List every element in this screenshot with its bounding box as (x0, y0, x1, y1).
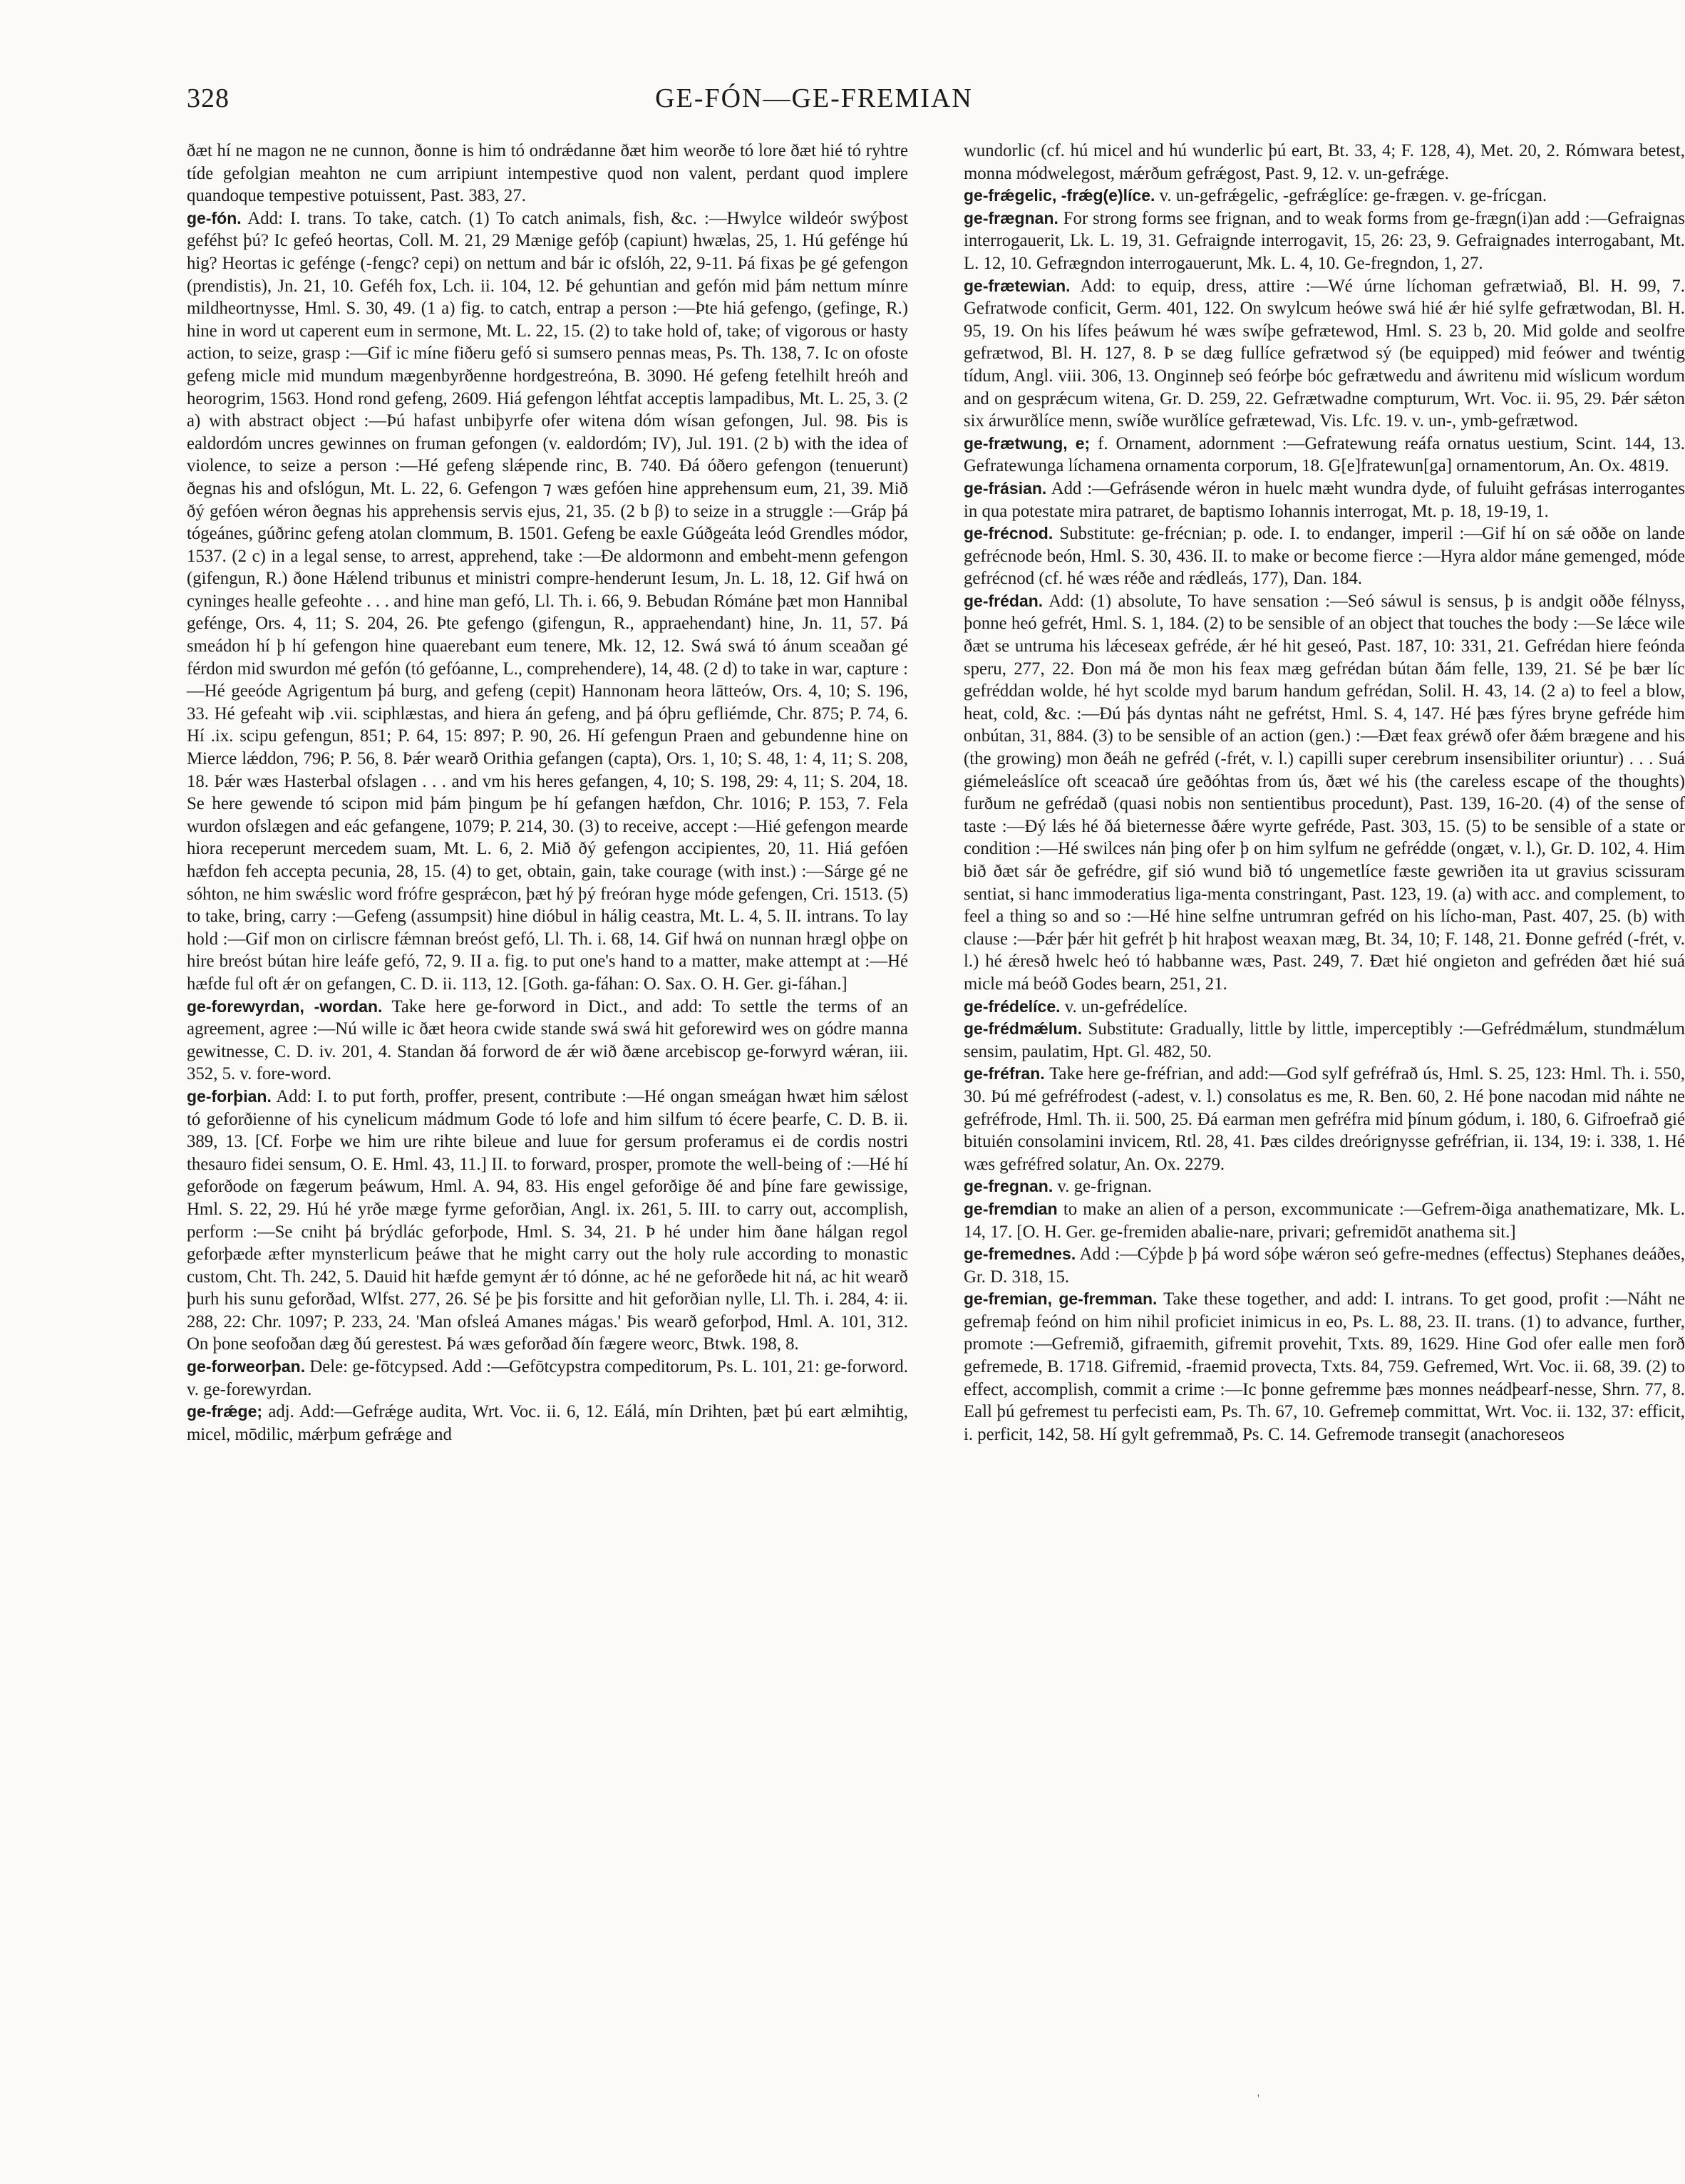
entry-headword: ge-frætwung, e; (964, 433, 1091, 453)
entry-headword: ge-fremednes. (964, 1245, 1076, 1264)
dictionary-entry (964, 996, 1685, 1019)
entry-headword: ge-fregnan. (964, 1177, 1053, 1196)
dictionary-entry (964, 185, 1685, 207)
entry-text: v. un-gefrǽgelic, -gefrǽglíce: ge-frægen. v. ge-frícgan. (1155, 186, 1547, 206)
entry-headword: ge-frǽge; (187, 1402, 263, 1421)
entry-headword: ge-frédelíce. (964, 996, 1061, 1016)
dictionary-entry (187, 140, 908, 207)
entry-text: Take here ge-fréfrian, and add:—God sylf gefréfrað ús, Hml. S. 25, 123: Hml. Th. i. 550, 30. Þú mé gefréfrodest (-adest, v. l.) consolatus es me, R. Ben. 60, 2. Hé þone nacodan mid náhte ne gefréfrode, Hml. Th. ii. 500, 25. Ðá earman men gefréfra mid þínum gódum, i. 180, 6. Gifroefrað gié bituién consolamini invicem, Rtl. 28, 41. Þæs cildes dreórignysse gefréfrian, ii. 134, 19: i. 338, 1. Hé wæs gefréfred solatur, An. Ox. 2279. (964, 1064, 1685, 1174)
page-speck: ' (1257, 2093, 1259, 2105)
entry-headword: ge-frægnan. (964, 208, 1058, 227)
entry-headword: ge-fremdian (964, 1199, 1058, 1218)
left-column (187, 140, 908, 2150)
dictionary-entry (187, 1401, 908, 1446)
entry-text: For strong forms see frignan, and to weak forms from ge-frægn(i)an add :—Gefraignas interrogauerit, Lk. L. 19, 31. Gefraignde interrogavit, 15, 26: 23, 9. Gefraignades interrogabant, Mt. L. 12, 10. Gefrægndon interrogauerunt, Mk. L. 4, 10. Ge-fregndon, 1, 27. (964, 208, 1685, 273)
entry-text: v. un-gefrédelíce. (1060, 996, 1188, 1016)
entry-headword: ge-frásian. (964, 478, 1047, 498)
entry-text: wundorlic (cf. hú micel and hú wunderlic þú eart, Bt. 33, 4; F. 128, 4), Met. 20, 2. Rómwara betest, monna módwelegost, mǽrðum gefrǽgost, Past. 9, 12. v. un-gefrǽge. (964, 141, 1685, 183)
entry-text: Substitute: ge-frécnian; p. ode. I. to endanger, imperil :—Gif hí on sǽ oððe on lande gefrécnode beón, Hml. S. 30, 436. II. to make or become fierce :—Hyra aldor máne gemenged, móde gefrécnod (cf. hé wæs réðe and rǽdleás, 177), Dan. 184. (964, 524, 1685, 589)
dictionary-entry (964, 1288, 1685, 1446)
dictionary-entry (964, 1175, 1685, 1198)
running-title: GE-FÓN—GE-FREMIAN (655, 83, 973, 113)
dictionary-entry (964, 1198, 1685, 1243)
entry-text: Add :—Cýþde þ þá word sóþe wǽron seó gefre-mednes (effectus) Stephanes deáðes, Gr. D. 318, 15. (964, 1245, 1685, 1287)
entry-text: f. Ornament, adornment :—Gefratewung reáfa ornatus uestium, Scint. 144, 13. Gefratewunga líchamena ornamenta corporum, 18. G[e]fratewun[ga] ornamentorum, An. Ox. 4819. (964, 433, 1685, 476)
dictionary-entry (964, 1018, 1685, 1063)
entry-text: Dele: ge-fōtcypsed. Add :—Gefōtcypstra compeditorum, Ps. L. 101, 21: ge-forword. v. ge-forewyrdan. (187, 1357, 908, 1399)
entry-headword: ge-fremian, ge-fremman. (964, 1289, 1158, 1309)
entry-text: to make an alien of a person, excommunicate :—Gefrem-ðiga anathematizare, Mk. L. 14, 17. [O. H. Ger. ge-fremiden abalie-nare, privari; gefremidōt anathema sit.] (964, 1199, 1685, 1242)
dictionary-entry (187, 1086, 908, 1356)
entry-text: ðæt hí ne magon ne ne cunnon, ðonne is him tó ondrǽdanne ðæt him weorðe tó lore ðæt hié tó ryhtre tíde gefolgian meahton ne cum arripiunt intempestive quod non valent, perdant quod implere quandoque tempestive potuissent, Past. 383, 27. (187, 141, 908, 206)
entry-headword: ge-frǽgelic, -frǽg(e)líce. (964, 186, 1155, 205)
entry-headword: ge-frédan. (964, 591, 1044, 610)
dictionary-entry (187, 996, 908, 1086)
entry-headword: ge-frécnod. (964, 524, 1053, 543)
entry-headword: ge-frætewian. (964, 276, 1071, 295)
entry-text: Add: I. to put forth, proffer, present, contribute :—Hé ongan smeágan hwæt him sǽlost tó geforðienne of his cynelicum mádmum Gode tó lofe and him silfum tó écere þearfe, C. D. B. ii. 389, 13. [Cf. Forþe we him ure rihte bileue and luue for gersum proferamus ei de cordis nostri thesauro fidei sensum, O. E. Hml. 43, 11.] II. to forward, prosper, promote the well-being of :—Hé hí geforðode on fægerum þeáwum, Hml. A. 94, 83. His engel geforðige ðé and þíne fare gewissige, Hml. S. 22, 29. Hú hé yrðe mæge fyrme geforðian, Angl. ix. 261, 5. III. to carry out, accomplish, perform :—Se cniht þá brýdlác geforþode, Hml. S. 34, 21. Þ hé under him ðane hálgan regol geforþæde æfter mynsterlicum þeáwe that he might carry out the holy rule according to monastic custom, Cht. Th. 242, 5. Dauid hit hæfde gemynt ǽr tó dónne, ac hé ne geforðede hit ná, ac hit wearð þurh his sunu geforðad, Wlfst. 277, 26. Sé þe þis forsitte and hit geforðian nylle, Ll. Th. i. 284, 4: ii. 288, 22: Chr. 1097; P. 233, 24. 'Man ofsleá Amanes mágas.' Þis wearð geforþod, Hml. A. 101, 312. On þone seofoðan dæg ðú gerestest. Þá wæs geforðad ðín fægere weorc, Btwk. 198, 8. (187, 1086, 908, 1354)
entry-headword: ge-forþian. (187, 1086, 272, 1106)
dictionary-entry (964, 433, 1685, 478)
entry-headword: ge-fón. (187, 208, 242, 227)
entry-headword: ge-frédmǽlum. (964, 1019, 1083, 1039)
entry-text: adj. Add:—Gefrǽge audita, Wrt. Voc. ii. 6, 12. Eálá, mín Drihten, þæt þú eart ælmihtig, micel, mōdilic, mǽrþum gefrǽge and (187, 1402, 908, 1444)
entry-text: Add :—Gefrásende wéron in huelc mæht wundra dyde, of fuluiht gefrásas interrogantes in qua potestate mira patraret, de baptismo Iohannis interrogat, Mt. p. 18, 19-19, 1. (964, 478, 1685, 521)
dictionary-entry (964, 1243, 1685, 1288)
entry-text: Take these together, and add: I. intrans. To get good, profit :—Náht ne gefremaþ feónd on him nihil proficiet inimicus in eo, Ps. L. 88, 23. II. trans. (1) to advance, further, promote :—Gefremið, gifraemith, gifremit provehit, Txts. 89, 1629. Hine God ofer ealle men forð gefremede, B. 1718. Gifremid, -fraemid provecta, Txts. 84, 759. Gefremed, Wrt. Voc. ii. 68, 39. (2) to effect, accomplish, commit a crime :—Ic þonne gefremme þæs monnes neádþearf-nesse, Shrn. 77, 8. Eall þú gefremest tu perfecisti eam, Ps. Th. 67, 10. Gefremeþ committat, Wrt. Voc. ii. 132, 37: efficit, i. perficit, 142, 58. Hí gylt gefremmað, Ps. C. 14. Gefremode transegit (anachoreseos (964, 1289, 1685, 1444)
dictionary-entry (964, 275, 1685, 433)
dictionary-entry (187, 207, 908, 996)
dictionary-entry (964, 207, 1685, 275)
dictionary-entry (964, 522, 1685, 590)
dictionary-entry (964, 478, 1685, 522)
entry-headword: ge-fréfran. (964, 1064, 1045, 1083)
entry-text: Add: to equip, dress, attire :—Wé úrne líchoman gefrætwiað, Bl. H. 99, 7. Gefratwode conficit, Germ. 401, 122. On swylcum heówe swá hié ǽr hié sylfe gefrætwodan, Bl. H. 95, 19. On his lífes þeáwum hé wæs swíþe gefrætewod, Hml. S. 23 b, 20. Mid golde and seolfre gefrætwod, Bl. H. 127, 8. Þ se dæg fullíce gefrætwod sý (be equipped) mid feówer and twéntig tídum, Angl. viii. 306, 13. Onginneþ seó feórþe bóc gefrætwedu and áwritenu mid wíslicum wordum and on gesprǽcum witena, Gr. D. 259, 22. Gefrætwadne compturum, Wrt. Voc. ii. 95, 29. Þǽr sǽton six árwurðlíce menn, swíðe wurðlíce gefrætewad, Vis. Lfc. 19. v. un-, ymb-gefrætwod. (964, 276, 1685, 431)
entry-text: Add: (1) absolute, To have sensation :—Seó sáwul is sensus, þ is andgit oððe félnyss, þonne heó gefrét, Hml. S. 1, 184. (2) to be sensible of an object that touches the body :—Se lǽce wile ðæt se untruma his lǽceseax gefréde, ǽr hé hit geseó, Past. 187, 10: 331, 21. Gefrédan hiere feónda speru, 277, 22. Ðon má ðe mon his feax mæg gefrédan bútan ðám felle, 139, 21. Sé þe bær líc gefréddan wolde, hé hyt scolde myd barum handum gefrédan, Solil. H. 43, 14. (2 a) to feel a blow, heat, cold, &c. :—Ðú þás dyntas náht ne gefrétst, Hml. S. 4, 147. Hé þæs fýres bryne gefréde him onbútan, 31, 884. (3) to be sensible of an action (gen.) :—Ðæt feax gréwð ofer ðǽm brægene and his (the growing) mon ðeáh ne gefréd (-frét, v. l.) capilli super cerebrum insensibiliter oriuntur) . . . Suá giémeleáslíce oft sceacað úre geðóhtas from ús, ðæt wé his (the careless escape of the thoughts) furðum ne gefrédað (quasi nobis non sentientibus procedunt), Past. 139, 16-20. (4) of the sense of taste :—Ðý lǽs hé ðá bieternesse ðǽre wyrte gefréde, Past. 303, 15. (5) to be sensible of a state or condition :—Hé swilces nán þing ofer þ on him sylfum ne gefrédde (ongæt, v. l.), Gr. D. 102, 4. Him bið ðæt sár ðe gefrédre, gif sió wund bið tó ungemetlíce fæste gewriðen ita ut gravius scissuram sentiat, si hanc immoderatius liga-menta constringant, Past. 123, 19. (a) with acc. and complement, to feel a thing so and so :—Hé hine selfne untrumran gefréd on his lícho-man, Past. 407, 25. (b) with clause :—Þǽr þǽr hit gefrét þ hit hraþost weaxan mæg, Bt. 34, 10; F. 148, 21. Ðonne gefréd (-frét, v. l.) hé ǽresð hwelc heó tó habbanne wæs, Past. 249, 7. Ðæt hié ongieton and gefréden ðæt hié suá micle má beóð Godes bearn, 251, 21. (964, 591, 1685, 994)
entry-text: Take here ge-forword in Dict., and add: To settle the terms of an agreement, agree :—Nú wille ic ðæt heora cwide stande swá swá hit geforewird wes on gódre manna gewitnesse, C. D. iv. 201, 4. Standan ðá forword de ǽr wið ðæne arcebiscop ge-forwyrd wǽran, iii. 352, 5. v. fore-word. (187, 996, 908, 1084)
entry-text: Add: I. trans. To take, catch. (1) To catch animals, fish, &c. :—Hwylce wildeór swýþost geféhst þú? Ic gefeó heortas, Coll. M. 21, 29 Mænige gefóþ (capiunt) hwælas, 25, 1. Hú gefénge hú hig? Heortas ic gefénge (-fengc? cepi) on nettum and bár ic ofslóh, 22, 9-11. Þá fixas þe gé gefengon (prendistis), Jn. 21, 10. Geféh fox, Lch. ii. 104, 12. Þé gehuntian and gefón mid þám nettum mínre mildheortnysse, Hml. S. 30, 49. (1 a) fig. to catch, entrap a person :—Þte hiá gefengo, (gefinge, R.) hine in word ut caperent eum in sermone, Mt. L. 22, 15. (2) to take hold of, take; of vigorous or hasty action, to seize, grasp :—Gif ic míne fiðeru gefó si sumsero pennas meas, Ps. Th. 138, 7. Ic on ofoste gefeng micle mid mundum mægenbyrðenne hordgestreóna, B. 3090. Hé gefeng fetelhilt hreóh and heorogrim, 1563. Hond rond gefeng, 2609. Hiá gefengon léhtfat acceptis lampadibus, Mt. L. 25, 3. (2 a) with abstract object :—Þú hafast unbiþyrfe ofer witena dóm wísan gefongen, Jul. 98. Þis is ealdordóm uncres gewinnes on fruman gefongen (v. ealdordóm; IV), Jul. 191. (2 b) with the idea of violence, to seize a person :—Hé gefeng slǽpende rinc, B. 740. Ðá óðero gefengon (tenuerunt) ðegnas his and ofslógun, Mt. L. 22, 6. Gefengon ⁊ wæs gefóen hine apprehensum eum, 21, 39. Mið ðý gefóen wéron ðegnas his apprehensis servis ejus, 21, 35. (2 b β) to seize in a struggle :—Gráp þá tógeánes, gúðrinc gefeng atolan clommum, B. 1501. Gefeng be eaxle Gúðgeáta leód Grendles módor, 1537. (2 c) in a legal sense, to arrest, apprehend, take :—Ðe aldormonn and embeht-menn gefengon (gifengun, R.) ðone Hǽlend tribunus et ministri compre-henderunt Iesum, Jn. L. 18, 12. Gif hwá on cyninges healle gefeohte . . . and hine man gefó, Ll. Th. i. 66, 9. Bebudan Rómáne þæt mon Hannibal gefénge, Ors. 4, 11; S. 204, 26. Þte gefengo (gifengun, R., appraehendant) hine, Jn. 11, 57. Þá smeádon hí þ hí gefengon hine quaerebant eum tenere, Mk. 12, 12. Swá swá tó ánum sceaðan gé férdon mid swurdon mé gefón (tó gefóanne, L., comprehendere), 14, 48. (2 d) to take in war, capture :—Hé geeóde Agrigentum þá burg, and gefeng (cepit) Hannonam heora lātteów, Ors. 4, 10; S. 196, 33. Hé gefeaht wiþ .vii. sciphlæstas, and hiera án gefeng, and þá óþru gefliémde, Chr. 875; P. 74, 6. Hí .ix. scipu gefengun, 851; P. 64, 15: 897; P. 90, 26. Hí gefengun Praen and gebundenne hine on Mierce lǽddon, 796; P. 56, 8. Þǽr wearð Orithia gefangen (capta), Ors. 1, 10; S. 48, 1: 4, 11; S. 208, 18. Þǽr wæs Hasterbal ofslagen . . . and vm his heres gefangen, 4, 10; S. 198, 29: 4, 11; S. 204, 18. Se here gewende tó scipon mid þám þingum þe hí gefangen hæfdon, Chr. 1016; P. 153, 7. Fela wurdon ofslægen and eác gefangene, 1079; P. 214, 30. (3) to receive, accept :—Hié gefengon mearde hiora receperunt mercedem suam, Mt. L. 6, 2. Mið ðý gefengon accipientes, 20, 11. Hiá gefóen hæfdon feh accepta pecunia, 28, 15. (4) to get, obtain, gain, take courage (with inst.) :—Sárge gé ne sóhton, ne him swǽslic word frófre gesprǽcon, þæt hý þý freóran hyge móde gefengen, Cri. 1513. (5) to take, bring, carry :—Gefeng (assumpsit) hine dióbul in hálig ceastra, Mt. L. 4, 5. II. intrans. To lay hold :—Gif mon on cirliscre fǽmnan breóst gefó, Ll. Th. i. 68, 14. Gif hwá on nunnan hrægl oþþe on hire breóst bútan hire leáfe gefó, 72, 9. II a. fig. to put one's hand to a matter, make attempt at :—Hé hæfde ful oft ǽr on gefangen, C. D. ii. 113, 12. [Goth. ga-fáhan: O. Sax. O. H. Ger. gi-fáhan.] (187, 208, 908, 994)
dictionary-entry (964, 590, 1685, 996)
dictionary-entry (964, 1063, 1685, 1175)
entry-headword: ge-forweorþan. (187, 1357, 306, 1376)
page-number: 328 (187, 83, 230, 113)
entry-headword: ge-forewyrdan, -wordan. (187, 996, 383, 1016)
entry-text: Substitute: Gradually, little by little, imperceptibly :—Gefrédmǽlum, stundmǽlum sensim, paulatim, Hpt. Gl. 482, 50. (964, 1019, 1685, 1061)
dictionary-entry (964, 140, 1685, 185)
dictionary-entry (187, 1356, 908, 1401)
right-column (964, 140, 1685, 2150)
entry-text: v. ge-frignan. (1053, 1177, 1153, 1197)
